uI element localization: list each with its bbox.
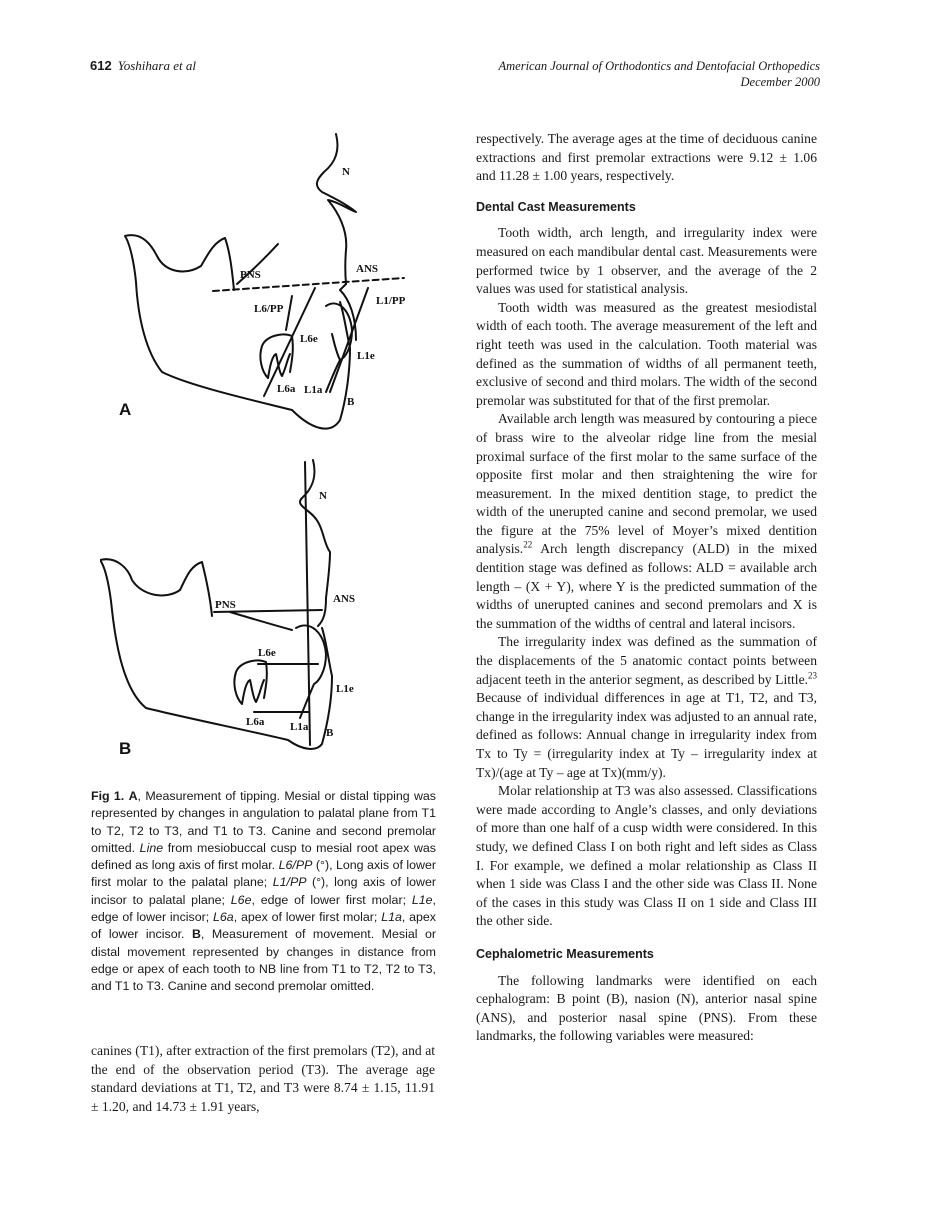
issue-date: December 2000 bbox=[740, 75, 820, 89]
caption-text: , edge of lower first molar; bbox=[251, 892, 412, 907]
caption-term: Line bbox=[139, 840, 164, 855]
panel-a-drawing bbox=[125, 134, 404, 429]
label-a-ans: ANS bbox=[356, 263, 379, 275]
section-heading-dental-cast: Dental Cast Measurements bbox=[476, 199, 636, 214]
label-a-l1e: L1e bbox=[357, 350, 375, 362]
label-b-l6a: L6a bbox=[246, 716, 265, 728]
paragraph: Molar relationship at T3 was also assessed. Classifications were made according to Angle’s classes, and only deviations of more than one half of a cusp width were considered. In this study, we defined Class I on both right and left sides as Class I. For example, we defined a molar relationship as Class II when 1 side was Class I and the other side was Class II. None of the cases in this study was Class II on 1 side and Class III the other side. bbox=[476, 783, 817, 929]
caption-term: L6a bbox=[213, 910, 234, 925]
panel-b-incisor bbox=[296, 626, 326, 718]
running-header-left bbox=[90, 58, 196, 74]
caption-term: L6e bbox=[230, 892, 252, 907]
caption-term: L1a bbox=[381, 910, 402, 925]
right-column-text bbox=[476, 130, 817, 1046]
label-b-l1a: L1a bbox=[290, 721, 309, 733]
paragraph: canines (T1), after extraction of the first premolars (T2), and at the end of the observation period (T3). The average age standard deviations at T1, T2, and T3 were 8.74 ± 1.15, 11.91 ± 1.20, and 14.73 ± 1.91 years, bbox=[91, 1043, 435, 1114]
label-a-n: N bbox=[342, 166, 350, 178]
paragraph-text: Available arch length was measured by contouring a piece of brass wire to the alveolar ridge line from the mesial proximal surface of the first molar to the same surface of the opposite first molar and then straightening the wire for measurement. In the mixed dentition stage, to predict the width of the unerupted canine and second premolar, we used the figure at the 75% level of Moyer’s mixed dentition analysis. bbox=[476, 411, 817, 557]
running-authors: Yoshihara et al bbox=[117, 58, 196, 73]
caption-text: (°), long axis of lower incisor to palatal plane; bbox=[91, 875, 436, 907]
label-a-l6pp: L6/PP bbox=[254, 303, 284, 315]
paragraph-text: Because of individual differences in age at T1, T2, and T3, change in the irregularity index was adjusted to an annual rate, defined as follows: Annual change in irregularity index from Tx to Ty = (irregularity index at Ty – irregularity index at Tx)/(age at Ty – age at Tx)(mm/y). bbox=[476, 690, 817, 780]
label-b-l1e: L1e bbox=[336, 683, 354, 695]
caption-panel-b: B bbox=[191, 927, 201, 942]
panel-a-reference-line bbox=[286, 296, 292, 330]
paragraph-text: The irregularity index was defined as the summation of the displacements of the 5 anatomic contact points between adjacent teeth in the anterior segment, as described by Little. bbox=[476, 634, 817, 687]
panel-b-maxilla bbox=[214, 610, 322, 630]
figure-caption bbox=[91, 788, 436, 996]
caption-text: , Measurement of tipping. Mesial or distal tipping was represented by changes in angulation to palatal plane from T1 to T2, T2 to T3, and T1 to T3. Canine and second premolar omitted. bbox=[91, 789, 436, 855]
label-a-b: B bbox=[347, 396, 355, 408]
caption-term: L1e bbox=[411, 892, 433, 907]
label-a-l1a: L1a bbox=[304, 384, 323, 396]
label-b-n: N bbox=[319, 490, 327, 502]
caption-term: L6/PP bbox=[278, 858, 313, 873]
caption-label: Fig 1. bbox=[91, 789, 125, 803]
panel-b-letter: B bbox=[119, 739, 132, 758]
label-b-pns: PNS bbox=[215, 599, 236, 611]
panel-a-nasal-profile bbox=[317, 134, 356, 284]
caption-text: from mesiobuccal cusp to mesial root apex was defined as long axis of first molar. bbox=[91, 840, 436, 873]
paragraph-text: Arch length discrepancy (ALD) in the mixed dentition stage was defined as follows: ALD = available arch length – (X + Y), where Y is the predicted summation of the widths of unerupted canines and second premolars and X is the summation of the widths of central and lateral incisors. bbox=[476, 541, 817, 631]
section-heading-cephalometric: Cephalometric Measurements bbox=[476, 946, 654, 961]
paragraph: The following landmarks were identified on each cephalogram: B point (B), nasion (N), anterior nasal spine (ANS), and posterior nasal spine (PNS). From these landmarks, the following variables were measured: bbox=[476, 972, 817, 1044]
journal-name: American Journal of Orthodontics and Dentofacial Orthopedics bbox=[498, 59, 820, 73]
label-a-l6e: L6e bbox=[300, 333, 318, 345]
caption-term: L1/PP bbox=[272, 875, 307, 890]
caption-text: (°), Long axis of lower first molar to the palatal plane; bbox=[91, 858, 436, 890]
caption-text: , apex of lower incisor. bbox=[91, 910, 436, 942]
panel-a-labels bbox=[119, 166, 406, 419]
paragraph: respectively. The average ages at the time of deciduous canine extractions and first premolar extractions were 9.12 ± 1.06 and 11.28 ± 1.00 years, respectively. bbox=[476, 131, 817, 184]
caption-text: , Measurement of movement. Mesial or distal movement represented by changes in distance from edge or apex of each tooth to NB line from T1 to T2, T2 to T3, and T1 to T3. Canine and second premolar omitted. bbox=[91, 927, 436, 994]
reference-marker: 23 bbox=[808, 670, 817, 681]
label-b-b: B bbox=[326, 727, 334, 739]
label-a-pns: PNS bbox=[240, 269, 261, 281]
panel-a-letter: A bbox=[119, 400, 132, 419]
caption-text: , apex of lower first molar; bbox=[233, 910, 382, 925]
figure-1 bbox=[100, 128, 440, 768]
label-a-l6a: L6a bbox=[277, 383, 296, 395]
caption-panel-a: A bbox=[128, 789, 138, 803]
paragraph: Tooth width, arch length, and irregularity index were measured on each mandibular dental cast. Measurements were performed twice by 1 observer, and the average of the 2 values was used for statistical analysis. bbox=[476, 225, 817, 297]
label-b-ans: ANS bbox=[333, 593, 356, 605]
page-number: 612 bbox=[90, 58, 112, 73]
running-header-right bbox=[499, 58, 821, 90]
label-b-l6e: L6e bbox=[258, 647, 276, 659]
paragraph: Tooth width was measured as the greatest mesiodistal width of each tooth. The average measurement of the left and right teeth was used in the calculation. Tooth material was defined as the summation of widths of all permanent teeth, exclusive of second and third molars. The width of the second premolar was substituted for that of the first premolar. bbox=[476, 299, 817, 408]
panel-b-molar bbox=[234, 660, 266, 704]
caption-text: , edge of lower incisor; bbox=[91, 892, 436, 925]
label-a-l1pp: L1/PP bbox=[376, 295, 406, 307]
reference-marker: 22 bbox=[523, 539, 533, 550]
left-column-text bbox=[91, 1042, 435, 1116]
paragraph bbox=[476, 633, 817, 782]
paragraph bbox=[476, 410, 817, 633]
panel-a-mandible bbox=[125, 235, 350, 429]
